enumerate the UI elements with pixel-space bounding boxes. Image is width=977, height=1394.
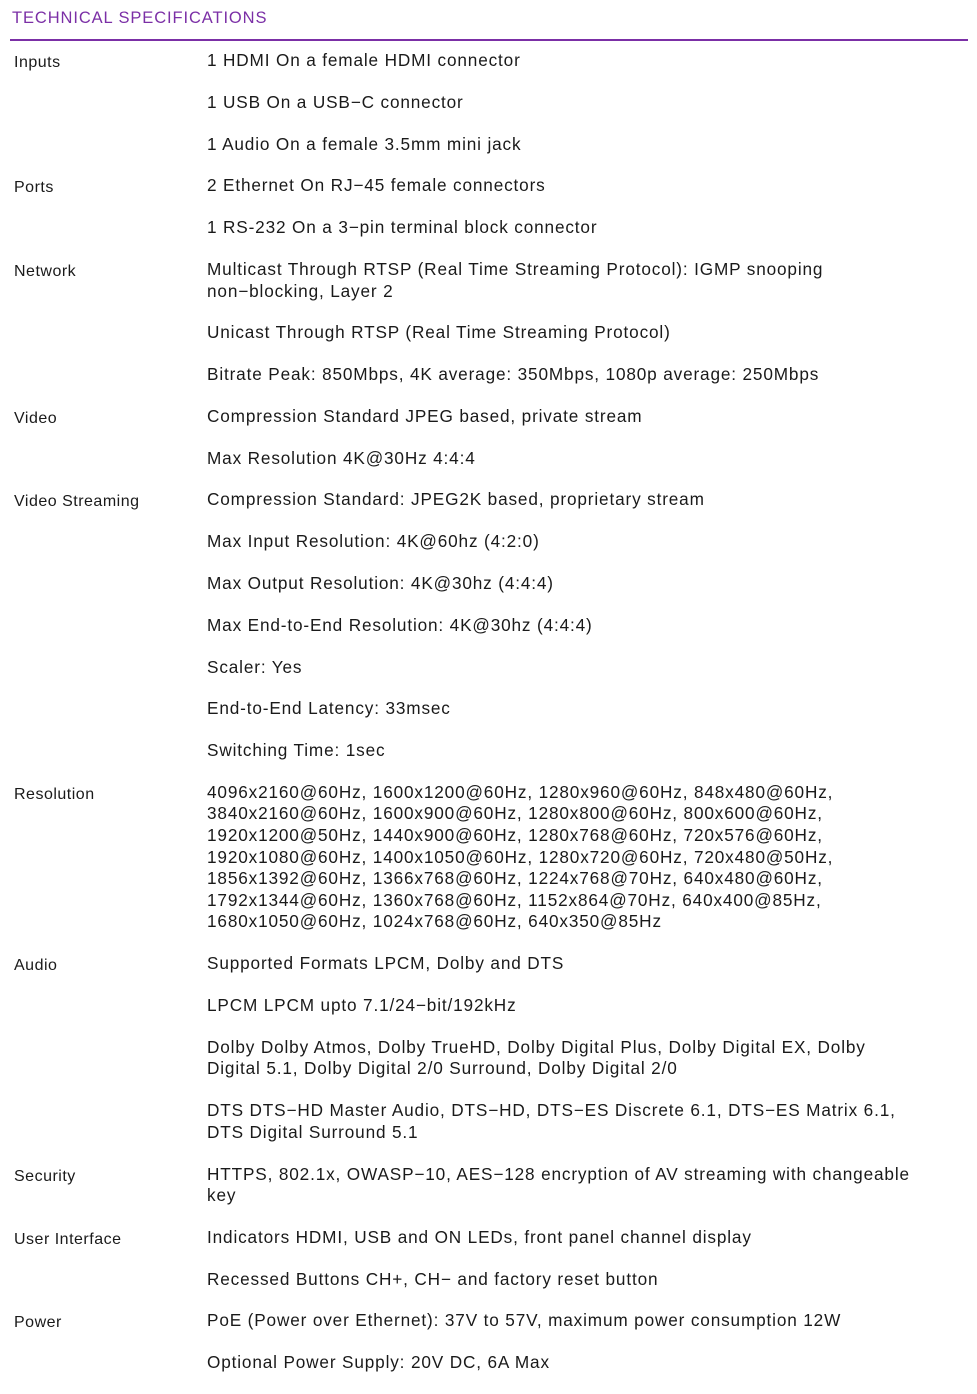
spec-value: 1 HDMI On a female HDMI connector <box>207 50 521 70</box>
spec-value: End-to-End Latency: 33msec <box>207 698 451 719</box>
spec-label: Network <box>14 262 77 280</box>
spec-value: Scaler: Yes <box>207 656 303 677</box>
spec-value: Max Output Resolution: 4K@30hz (4:4:4) <box>207 572 554 593</box>
spec-values <box>207 259 972 406</box>
spec-row <box>0 953 977 1163</box>
spec-value: 1 USB On a USB−C connector <box>207 91 464 112</box>
spec-value: 1 Audio On a female 3.5mm mini jack <box>207 133 522 154</box>
spec-label: Power <box>14 1314 62 1332</box>
spec-label: Resolution <box>14 785 95 803</box>
spec-value: Compression Standard: JPEG2K based, proprietary stream <box>207 489 705 510</box>
spec-values <box>207 175 972 259</box>
section-title: TECHNICAL SPECIFICATIONS <box>12 9 268 27</box>
spec-value: Multicast Through RTSP (Real Time Streaming Protocol): IGMP snooping non−blocking, Layer 2 <box>207 258 824 301</box>
spec-row <box>0 50 977 175</box>
spec-value: Switching Time: 1sec <box>207 740 386 761</box>
spec-value: Indicators HDMI, USB and ON LEDs, front panel channel display <box>207 1226 752 1247</box>
spec-label: Inputs <box>14 54 61 71</box>
spec-row <box>0 406 977 490</box>
spec-value: PoE (Power over Ethernet): 37V to 57V, maximum power consumption 12W <box>207 1310 842 1331</box>
title-divider <box>10 39 968 41</box>
spec-value: LPCM LPCM upto 7.1/24−bit/192kHz <box>207 995 517 1015</box>
spec-row <box>0 782 977 953</box>
spec-row <box>0 259 977 406</box>
spec-row <box>0 1310 977 1394</box>
spec-values <box>207 953 972 1163</box>
spec-value: Supported Formats LPCM, Dolby and DTS <box>207 953 565 974</box>
spec-values <box>207 1227 972 1311</box>
spec-value: Unicast Through RTSP (Real Time Streaming Protocol) <box>207 322 671 343</box>
spec-row <box>0 175 977 259</box>
spec-value: Compression Standard JPEG based, private stream <box>207 405 643 426</box>
spec-label: Audio <box>14 957 58 975</box>
spec-value: Optional Power Supply: 20V DC, 6A Max <box>207 1352 550 1373</box>
spec-label: Video <box>14 409 58 427</box>
spec-label: User Interface <box>14 1230 122 1248</box>
spec-values <box>207 406 972 490</box>
spec-table <box>0 50 977 1394</box>
spec-value: 4096x2160@60Hz, 1600x1200@60Hz, 1280x960@60Hz, 848x480@60Hz, 3840x2160@60Hz, 1600x900@60Hz, 1280x800@60Hz, 800x600@60Hz, 1920x1200@50Hz, 1440x900@60Hz, 1280x768@60Hz, 720x576@60Hz, 1920x1080@60Hz, 1400x1050@60Hz, 1280x720@60Hz, 720x480@50Hz, 1856x1392@60Hz, 1366x768@60Hz, 1224x768@70Hz, 640x480@60Hz, 1792x1344@60Hz, 1360x768@60Hz, 1152x864@70Hz, 640x400@85Hz, 1680x1050@60Hz, 1024x768@60Hz, 640x350@85Hz <box>207 781 834 932</box>
spec-value: Max End-to-End Resolution: 4K@30hz (4:4:4) <box>207 614 593 635</box>
spec-value: HTTPS, 802.1x, OWASP−10, AES−128 encryption of AV streaming with changeable key <box>207 1163 910 1206</box>
spec-value: 2 Ethernet On RJ−45 female connectors <box>207 175 546 196</box>
spec-value: Max Input Resolution: 4K@60hz (4:2:0) <box>207 531 540 552</box>
spec-value: 1 RS-232 On a 3−pin terminal block connector <box>207 217 598 238</box>
spec-value: Recessed Buttons CH+, CH− and factory reset button <box>207 1268 659 1289</box>
spec-values <box>207 1164 972 1227</box>
spec-row <box>0 489 977 781</box>
spec-value: DTS DTS−HD Master Audio, DTS−HD, DTS−ES Discrete 6.1, DTS−ES Matrix 6.1, DTS Digital Surround 5.1 <box>207 1100 896 1142</box>
spec-label: Ports <box>14 179 54 197</box>
spec-value: Max Resolution 4K@30Hz 4:4:4 <box>207 447 476 468</box>
spec-value: Dolby Dolby Atmos, Dolby TrueHD, Dolby Digital Plus, Dolby Digital EX, Dolby Digital 5.1, Dolby Digital 2/0 Surround, Dolby Digital 2/0 <box>207 1036 866 1079</box>
spec-values <box>207 489 972 781</box>
spec-label: Security <box>14 1167 76 1185</box>
spec-values <box>207 50 972 175</box>
spec-row <box>0 1164 977 1227</box>
spec-values <box>207 782 972 953</box>
spec-row <box>0 1227 977 1311</box>
spec-values <box>207 1310 972 1394</box>
spec-label: Video Streaming <box>14 493 140 511</box>
spec-value: Bitrate Peak: 850Mbps, 4K average: 350Mbps, 1080p average: 250Mbps <box>207 364 820 385</box>
